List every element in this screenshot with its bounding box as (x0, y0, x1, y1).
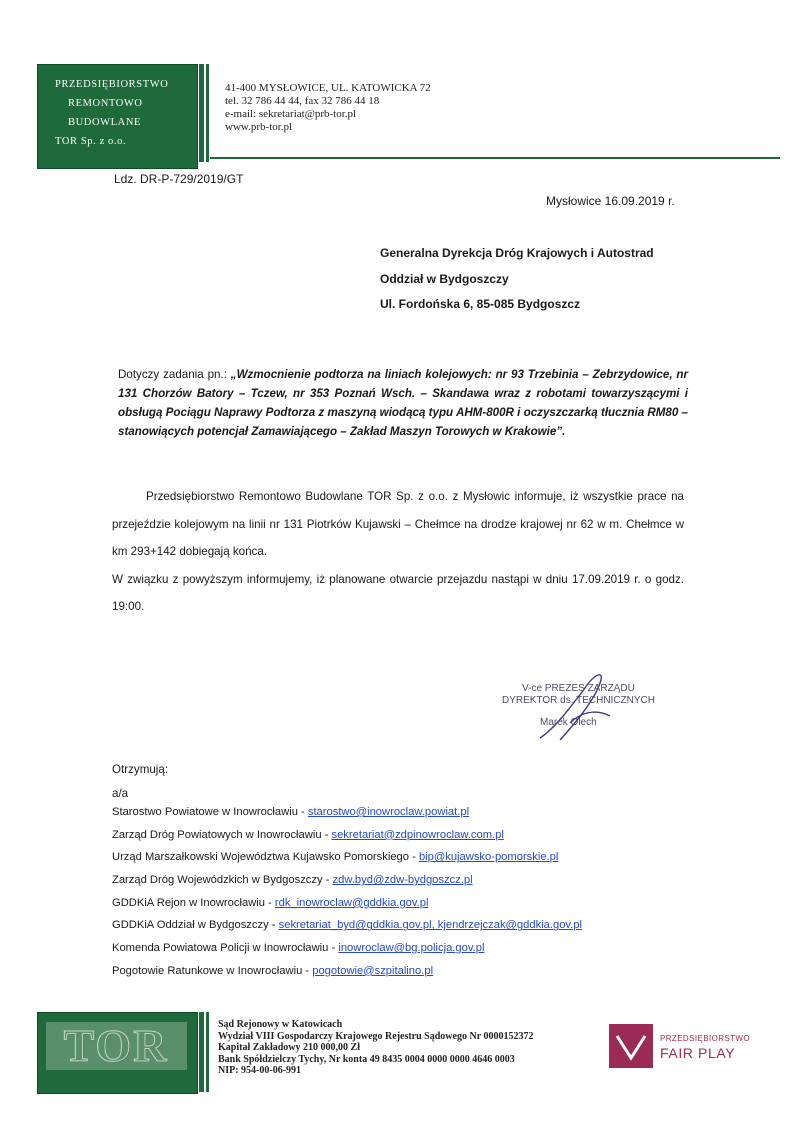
footer-line-1: Sąd Rejonowy w Katowicach (218, 1019, 343, 1030)
signature-line-2: DYREKTOR ds. TECHNICZNYCH (502, 695, 655, 706)
footer-registry-info (218, 1019, 533, 1077)
logo-line-4: TOR Sp. z o.o. (55, 136, 127, 147)
subject-text: „Wzmocnienie podtorza na liniach kolejowych: nr 93 Trzebinia – Zebrzydowice, nr 131 Chorzów Batory – Tczew, nr 353 Poznań Wsch. – Skandawa wraz z robotami towarzyszącymi i obsługą Pociągu Naprawy Podtorza z maszyną wiodącą typu AHM-800R i oczyszczarką tłucznia RM80 – stanowiących potencjał Zamawiającego – Zakład Maszyn Torowych w Krakowie”. (118, 368, 689, 438)
logo-stripe-2 (206, 64, 209, 162)
recipients-aa: a/a (112, 787, 129, 800)
addressee-line-3: Ul. Fordońska 6, 85-085 Bydgoszcz (380, 297, 581, 311)
footer-line-3: Kapitał Zakładowy 210 000,00 Zł (218, 1042, 360, 1053)
footer-line-5: NIP: 954-00-06-991 (218, 1065, 302, 1076)
fair-play-check-icon (609, 1024, 653, 1068)
subject-block (118, 365, 688, 441)
recipient-email-link[interactable]: starostwo@inowroclaw.powiat.pl (307, 806, 470, 818)
footer-stripe-1 (199, 1012, 204, 1092)
recipient-org: Starostwo Powiatowe w Inowrocławiu - (112, 806, 308, 818)
recipient-org: Pogotowie Ratunkowe w Inowrocławiu - (112, 964, 313, 977)
logo-line-2: REMONTOWO (68, 98, 143, 109)
recipient-row (112, 869, 582, 892)
recipient-org: GDDKiA Oddział w Bydgoszczy - (112, 919, 279, 932)
addressee-line-2: Oddział w Bydgoszczy (380, 272, 509, 286)
recipients-list (112, 801, 582, 983)
contact-phone: tel. 32 786 44 44, fax 32 786 44 18 (225, 95, 380, 107)
footer-line-4: Bank Spółdzielczy Tychy, Nr konta 49 8435 0004 0000 0000 4646 0003 (218, 1053, 515, 1065)
addressee-line-1: Generalna Dyrekcja Dróg Krajowych i Autostrad (380, 246, 654, 260)
recipient-row (112, 801, 582, 824)
recipient-email-link[interactable]: sekretariat_byd@gddkia.gov.pl, kjendrzejczak@gddkia.gov.pl (278, 919, 583, 932)
reference-number: Ldz. DR-P-729/2019/GT (114, 172, 244, 186)
recipient-row (112, 914, 582, 937)
recipient-row (112, 824, 582, 847)
recipient-email-link[interactable]: inowroclaw@bg.policja.gov.pl (338, 942, 485, 955)
recipient-row (112, 960, 582, 983)
footer-line-2: Wydział VIII Gospodarczy Krajowego Rejestru Sądowego Nr 0000152372 (218, 1030, 534, 1042)
recipient-org: Zarząd Dróg Wojewódzkich w Bydgoszczy - (112, 874, 333, 887)
letter-date: Mysłowice 16.09.2019 r. (546, 194, 675, 208)
subject-prefix: Dotyczy zadania pn.: (118, 368, 231, 381)
fair-play-label-big: FAIR PLAY (660, 1045, 736, 1061)
recipient-email-link[interactable]: sekretariat@zdpinowroclaw.com.pl (331, 828, 504, 841)
contact-website: www.prb-tor.pl (225, 121, 293, 133)
body-paragraph-1: Przedsiębiorstwo Remontowo Budowlane TOR Sp. z o.o. z Mysłowic informuje, iż wszystkie prace na przejeździe kolejowym na linii nr 131 Piotrków Kujawski – Chełmce na drodze krajowej nr 62 w m. Chełmce w km 293+142 dobiegają końca. (112, 490, 684, 558)
recipient-row (112, 937, 582, 960)
recipient-email-link[interactable]: bip@kujawsko-pomorskie.pl (418, 851, 559, 864)
contact-address: 41-400 MYSŁOWICE, UL. KATOWICKA 72 (225, 82, 431, 94)
recipient-org: Zarząd Dróg Powiatowych w Inowrocławiu - (112, 828, 332, 841)
company-logo-box (37, 64, 198, 169)
signature-scribble (500, 668, 650, 748)
footer-stripe-2 (206, 1012, 209, 1092)
footer-logo-plate (46, 1022, 187, 1070)
recipient-org: GDDKiA Rejon w Inowrocławiu - (112, 896, 275, 909)
footer-tor-logo: TOR (63, 1020, 169, 1071)
fair-play-badge (609, 1024, 653, 1068)
logo-stripe-1 (199, 64, 204, 162)
signature-name: Marek Olech (540, 717, 597, 728)
logo-line-1: PRZEDSIĘBIORSTWO (55, 79, 169, 90)
signature-stamp (500, 668, 650, 748)
recipient-email-link[interactable]: zdw.byd@zdw-bydgoszcz.pl (332, 874, 473, 887)
letter-body (112, 483, 684, 621)
header-rule (210, 157, 780, 159)
recipient-email-link[interactable]: rdk_inowroclaw@gddkia.gov.pl (274, 896, 429, 909)
signature-line-1: V-ce PREZES ZARZĄDU (522, 683, 635, 694)
recipient-org: Komenda Powiatowa Policji w Inowrocławiu - (112, 942, 339, 955)
body-paragraph-2: W związku z powyższym informujemy, iż planowane otwarcie przejazdu nastąpi w dniu 17.09.2019 r. o godz. 19:00. (112, 572, 684, 613)
recipient-row (112, 892, 582, 915)
recipient-row (112, 846, 582, 869)
company-contact (225, 82, 431, 134)
recipient-email-link[interactable]: pogotowie@szpitalino.pl (312, 964, 434, 977)
recipient-org: Urząd Marszałkowski Województwa Kujawsko Pomorskiego - (112, 851, 419, 864)
contact-email: e-mail: sekretariat@prb-tor.pl (225, 108, 357, 120)
recipients-title: Otrzymują: (112, 763, 169, 776)
fair-play-label-small: PRZEDSIĘBIORSTWO (660, 1034, 750, 1043)
logo-line-3: BUDOWLANE (68, 117, 142, 128)
